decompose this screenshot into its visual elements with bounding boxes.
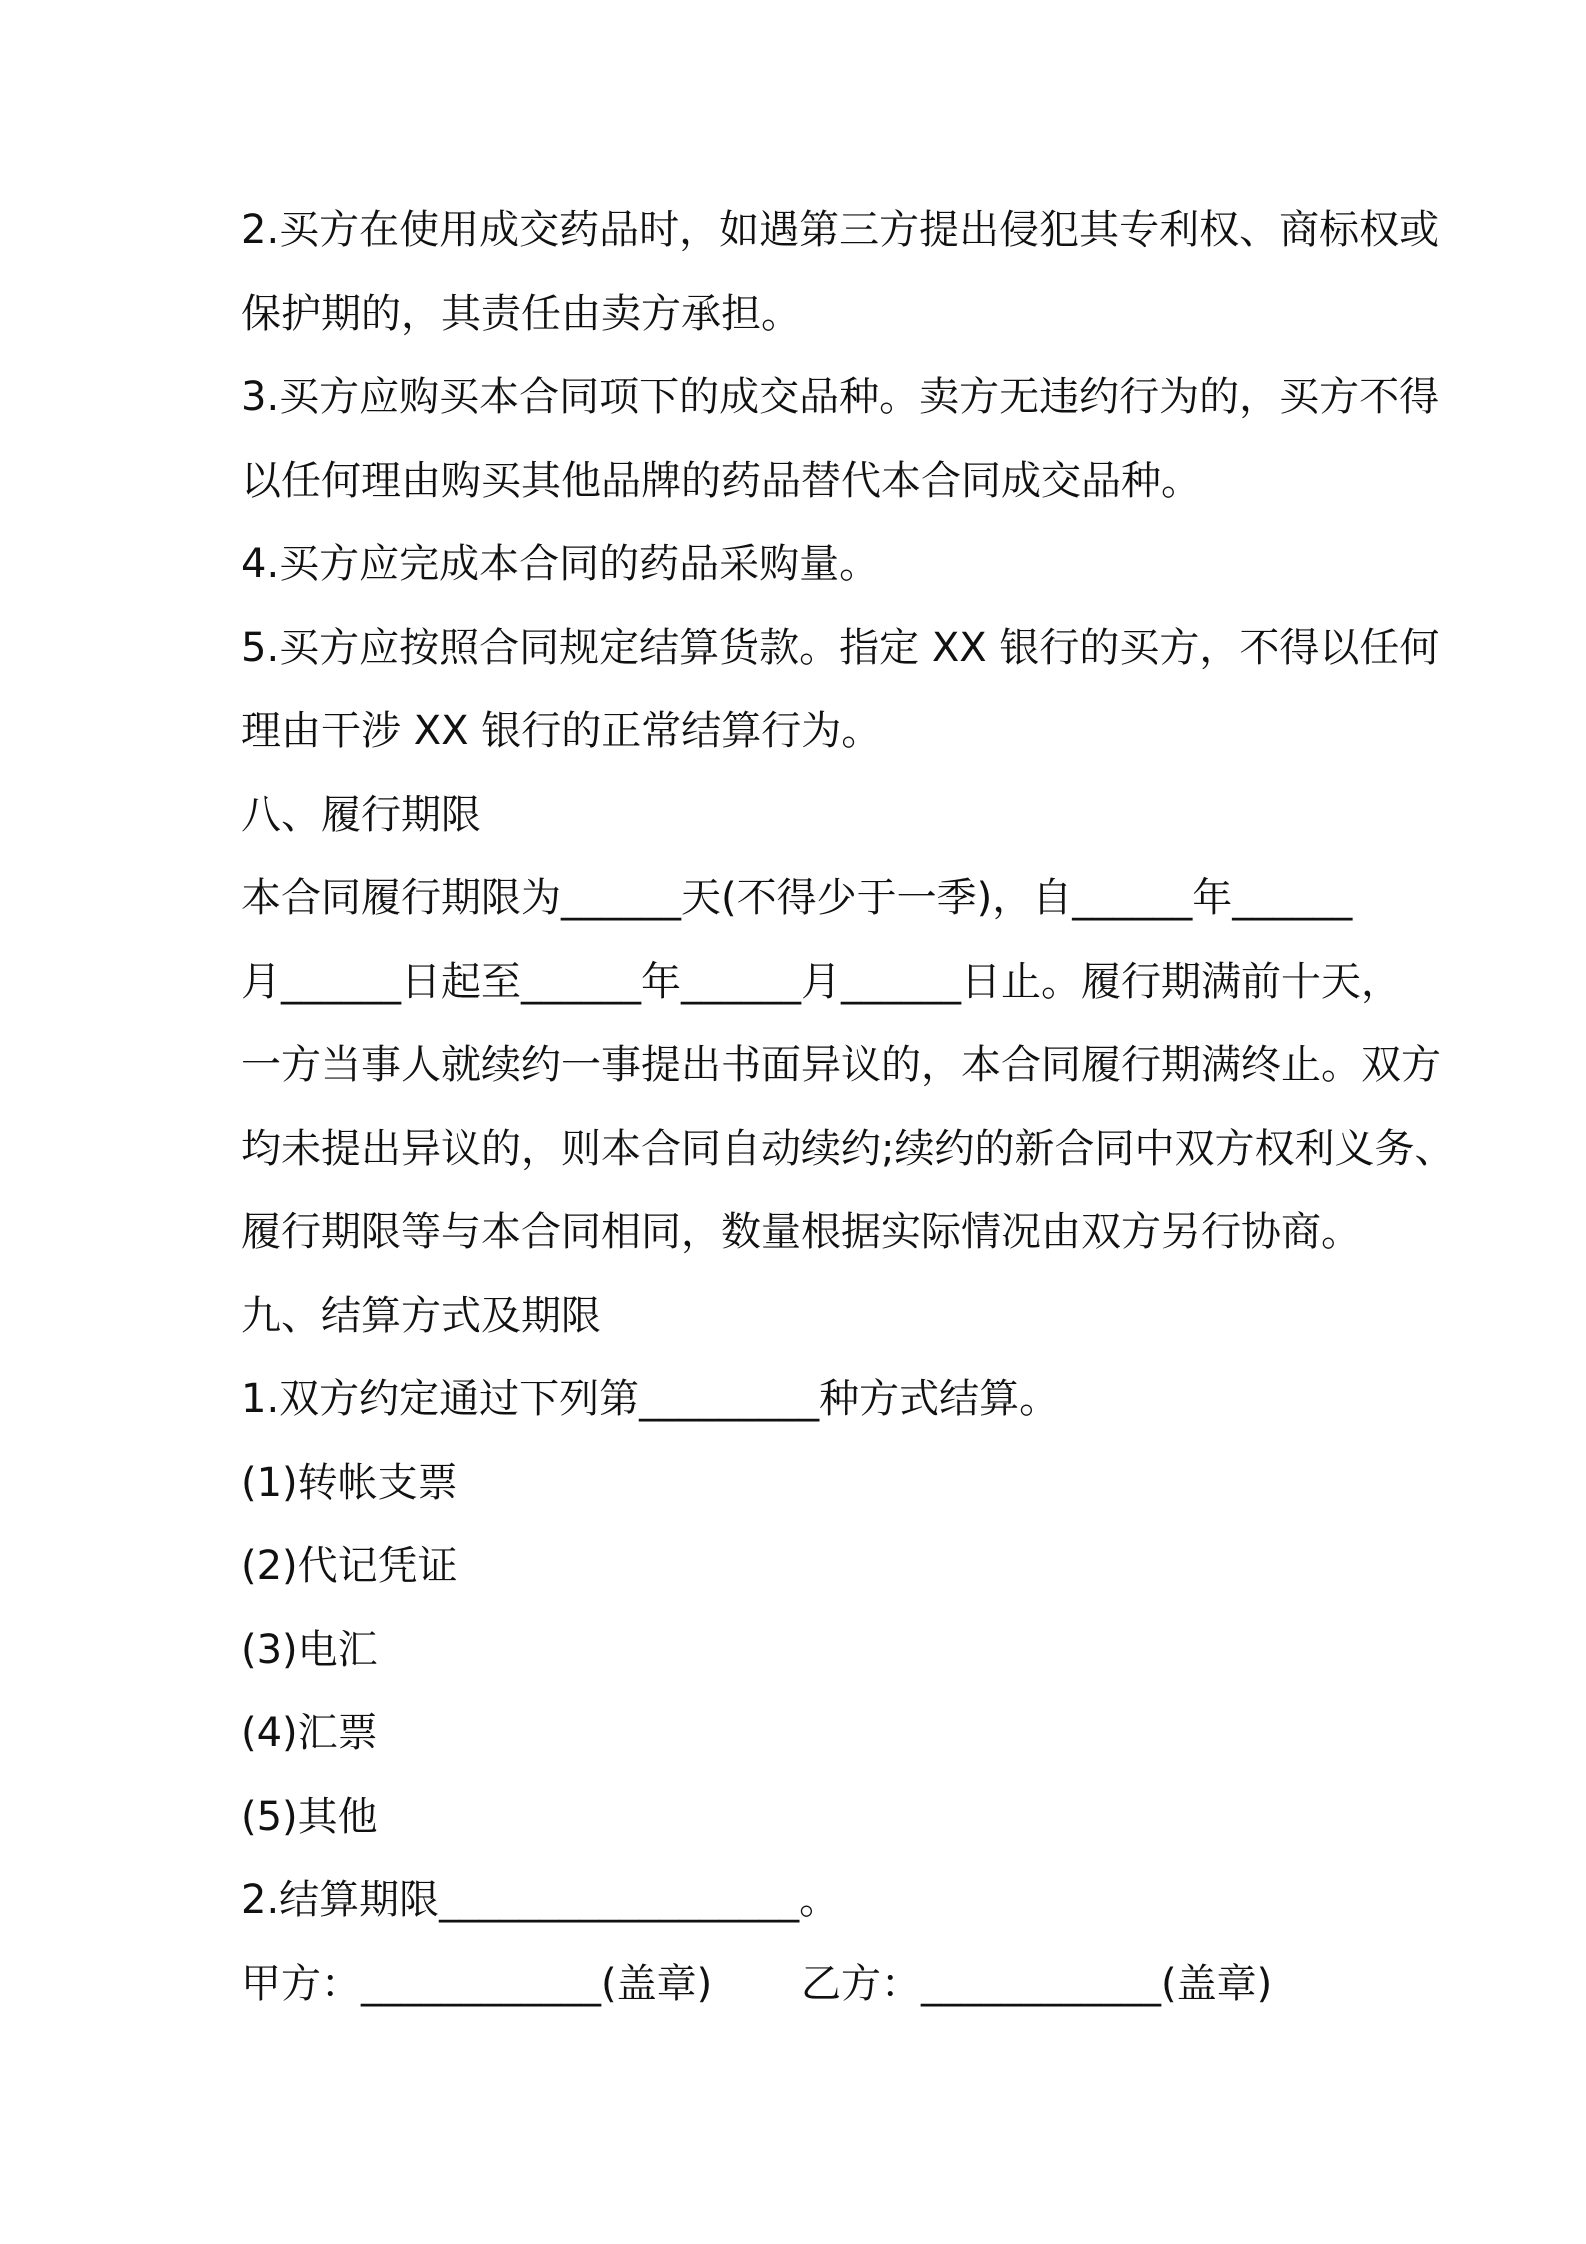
option-wire-transfer: (3)电汇 <box>241 1626 378 1673</box>
option-other: (5)其他 <box>241 1793 378 1840</box>
document-body <box>241 198 1455 2035</box>
party-b-signature: 乙方：____________(盖章) <box>801 1960 1273 2007</box>
clause-3-line-1: 3.买方应购买本合同项下的成交品种。卖方无违约行为的，买方不得 <box>241 374 1440 420</box>
clause-4: 4.买方应完成本合同的药品采购量。 <box>241 541 880 587</box>
section-8-line-3: 一方当事人就续约一事提出书面异议的，本合同履行期满终止。双方 <box>241 1042 1441 1088</box>
clause-3-line-2: 以任何理由购买其他品牌的药品替代本合同成交品种。 <box>241 457 1201 504</box>
clause-2-line-2: 保护期的，其责任由卖方承担。 <box>241 290 801 337</box>
section-8-line-5: 履行期限等与本合同相同，数量根据实际情况由双方另行协商。 <box>241 1209 1361 1255</box>
settlement-term-line: 2.结算期限__________________。 <box>241 1877 840 1923</box>
section-8-line-4: 均未提出异议的，则本合同自动续约;续约的新合同中双方权利义务、 <box>241 1125 1455 1172</box>
section-8-line-2: 月______日起至______年______月______日止。履行期满前十天， <box>241 958 1401 1005</box>
section-9-heading: 九、结算方式及期限 <box>241 1292 601 1339</box>
option-draft: (4)汇票 <box>241 1710 378 1756</box>
clause-2-line-1: 2.买方在使用成交药品时，如遇第三方提出侵犯其专利权、商标权或 <box>241 207 1440 253</box>
section-8-heading: 八、履行期限 <box>241 791 481 838</box>
clause-5-line-1: 5.买方应按照合同规定结算货款。指定 XX 银行的买方，不得以任何 <box>241 624 1440 671</box>
settlement-method-line: 1.双方约定通过下列第_________种方式结算。 <box>241 1376 1060 1422</box>
clause-5-line-2: 理由干涉 XX 银行的正常结算行为。 <box>241 708 882 754</box>
section-8-line-1: 本合同履行期限为______天(不得少于一季)，自______年______ <box>241 875 1353 921</box>
party-a-signature: 甲方：____________(盖章) <box>241 1960 713 2007</box>
option-transfer-check: (1)转帐支票 <box>241 1459 458 1506</box>
option-voucher: (2)代记凭证 <box>241 1543 458 1589</box>
signature-row <box>241 1952 1371 2036</box>
